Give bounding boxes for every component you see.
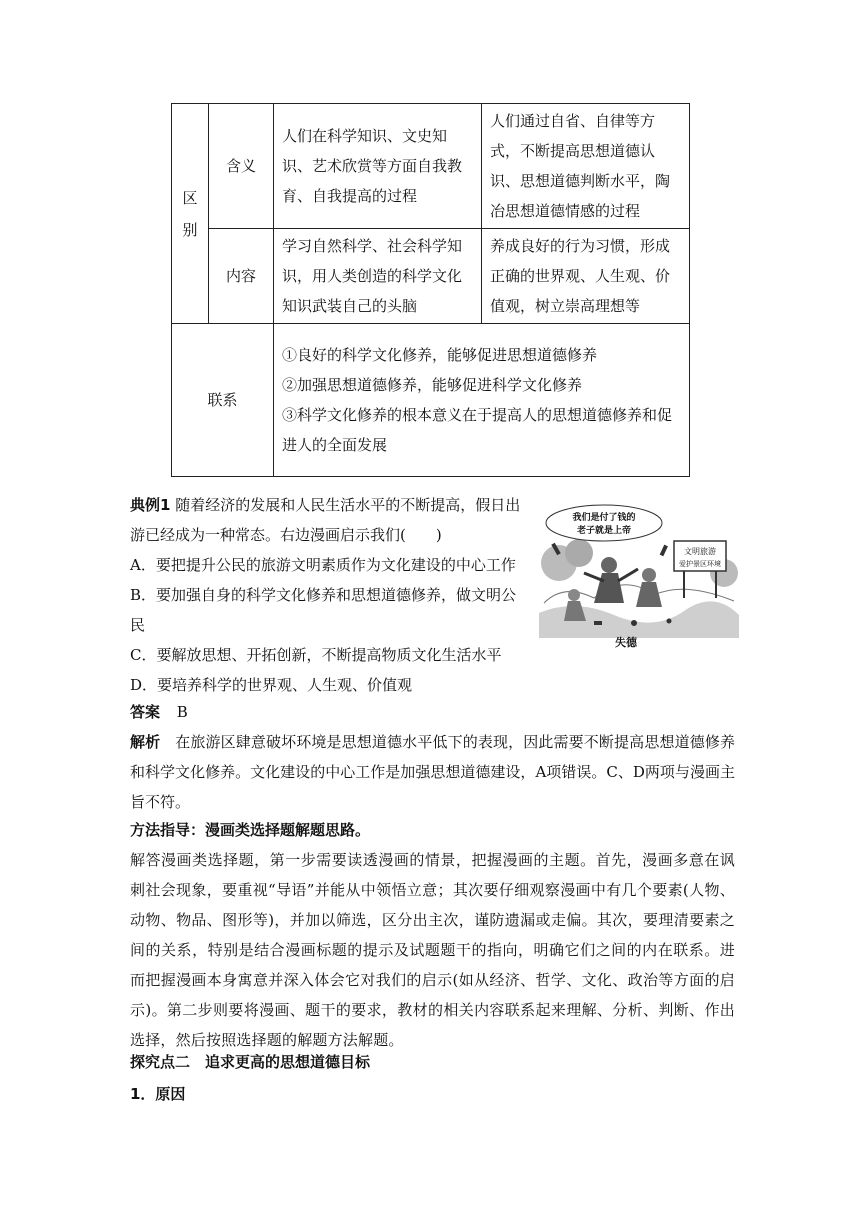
row-label-meaning: 含义	[209, 104, 274, 229]
table-row	[172, 229, 690, 324]
cartoon-image	[534, 503, 744, 653]
option-a: A．要把提升公民的旅游文明素质作为文化建设的中心工作	[130, 556, 516, 574]
diff-label-cell	[172, 104, 209, 324]
link-item: ①良好的科学文化修养，能够促进思想道德修养	[282, 346, 598, 364]
question-tag: 典例1	[130, 496, 171, 514]
subsection-title: 1．原因	[130, 1085, 186, 1103]
question-stem-text: 随着经济的发展和人民生活水平的不断提高，假日出游已经成为一种常态。右边漫画启示我们( )	[130, 496, 521, 544]
option-d: D．要培养科学的世界观、人生观、价值观	[130, 676, 413, 694]
analysis-label: 解析	[130, 733, 161, 751]
meaning-science: 人们在科学知识、文史知识、艺术欣赏等方面自我教育、自我提高的过程	[282, 127, 463, 205]
comparison-table	[171, 103, 690, 477]
table-cell	[482, 104, 690, 229]
link-list	[274, 338, 689, 462]
table-row	[172, 324, 690, 477]
diff-label-char: 别	[182, 220, 198, 239]
answer-line	[130, 697, 188, 727]
diff-label-char: 区	[182, 188, 198, 207]
link-item: ②加强思想道德修养，能够促进科学文化修养	[282, 376, 583, 394]
sign-text-line1: 文明旅游	[684, 547, 716, 556]
question-stem	[130, 490, 526, 550]
analysis-paragraph	[130, 727, 735, 817]
link-label: 联系	[172, 324, 274, 477]
row-label-content: 内容	[209, 229, 274, 324]
speech-line1: 我们是付了钱的	[572, 513, 636, 523]
link-item: ③科学文化修养的根本意义在于提高人的思想道德修养和促进人的全面发展	[282, 406, 673, 454]
content-moral: 养成良好的行为习惯，形成正确的世界观、人生观、价值观，树立崇高理想等	[490, 237, 671, 315]
option-c: C．要解放思想、开拓创新，不断提高物质文化生活水平	[130, 646, 502, 664]
table-row	[172, 104, 690, 229]
table-cell	[274, 229, 482, 324]
sign-text-line2: 爱护景区环境	[679, 560, 721, 568]
analysis-text: 在旅游区肆意破坏环境是思想道德水平低下的表现，因此需要不断提高思想道德修养和科学文化修养。文化建设的中心工作是加强思想道德建设，A项错误。C、D两项与漫画主旨不符。	[130, 733, 735, 811]
example-question	[130, 490, 526, 700]
cartoon-caption: 失德	[615, 636, 637, 649]
meaning-moral: 人们通过自省、自律等方式，不断提高思想道德认识、思想道德判断水平，陶冶思想道德情感的过程	[490, 112, 671, 220]
table-cell	[482, 229, 690, 324]
answer-value: B	[176, 703, 188, 721]
table-cell	[274, 104, 482, 229]
table-cell	[274, 324, 690, 477]
option-b: B．要加强自身的科学文化修养和思想道德修养，做文明公民	[130, 586, 517, 634]
answer-label: 答案	[130, 703, 161, 721]
content-science: 学习自然科学、社会科学知识，用人类创造的科学文化知识武装自己的头脑	[282, 237, 463, 315]
section-title: 探究点二 追求更高的思想道德目标	[130, 1053, 371, 1071]
method-title: 方法指导：漫画类选择题解题思路。	[130, 821, 371, 839]
speech-line2: 老子就是上帝	[576, 526, 632, 536]
method-body: 解答漫画类选择题，第一步需要读透漫画的情景，把握漫画的主题。首先，漫画多意在讽刺社会现象，要重视“导语”并能从中领悟立意；其次要仔细观察漫画中有几个要素(人物、动物、物品、图形等)，并加以筛选，区分出主次，谨防遗漏或走偏。其次，要理清要素之间的关系，特别是结合漫画标题的提示及试题题干的指向，明确它们之间的内在联系。进而把握漫画本身寓意并深入体会它对我们的启示(如从经济、哲学、文化、政治等方面的启示)。第二步则要将漫画、题干的要求，教材的相关内容联系起来理解、分析、判断、作出选择，然后按照选择题的解题方法解题。	[130, 851, 735, 1049]
